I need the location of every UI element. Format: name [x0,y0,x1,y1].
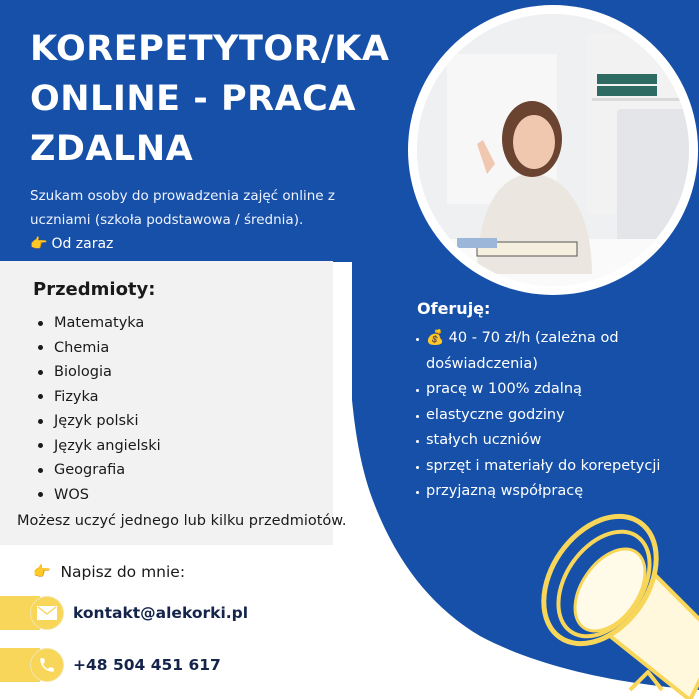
pointing-hand-icon: 👉 [33,564,51,580]
bullet [38,468,43,473]
email-link[interactable]: kontakt@alekorki.pl [73,604,249,622]
bullet [416,491,419,494]
subjects-title: Przedmioty: [33,279,156,300]
list-item: Fizyka [38,385,161,410]
list-item: Biologia [38,360,161,385]
start-label: Od zaraz [51,236,114,252]
offer-title: Oferuję: [417,299,491,318]
title-line-2: ONLINE - PRACA [30,79,356,119]
list-item: Język angielski [38,434,161,459]
list-item: sprzęt i materiały do korepetycji [416,454,696,480]
photo-frame [408,5,698,295]
title-line-1: KOREPETYTOR/KA [30,29,390,69]
start-date [30,236,113,252]
list-item: Geografia [38,458,161,483]
bullet [416,338,419,341]
subjects-note: Możesz uczyć jednego lub kilku przedmiotów. [17,513,347,529]
money-bag-icon: 💰 [426,330,445,346]
list-item: Chemia [38,336,161,361]
email-row[interactable] [0,596,248,630]
title-line-3: ZDALNA [30,129,194,169]
phone-link[interactable]: +48 504 451 617 [73,656,221,674]
list-item: przyjazną współpracę [416,479,696,505]
phone-row[interactable] [0,648,221,682]
contact-heading: 👉 Napisz do mnie: [33,563,186,581]
intro-text: Szukam osoby do prowadzenia zajęć online z uczniami (szkoła podstawowa / średnia). [30,188,335,228]
bullet [416,466,419,469]
phone-icon [30,648,64,682]
list-item: WOS [38,483,161,508]
list-item: elastyczne godziny [416,403,696,429]
pointing-hand-icon: 👉 [30,236,48,252]
subjects-list [38,311,161,507]
bullet [416,389,419,392]
list-item: Matematyka [38,311,161,336]
list-item: pracę w 100% zdalną [416,377,696,403]
bullet [416,440,419,443]
bullet [38,345,43,350]
bullet [38,492,43,497]
bullet [38,394,43,399]
bullet [416,415,419,418]
offer-list [416,326,696,505]
photo-woman-at-desk [417,14,689,286]
list-item: stałych uczniów [416,428,696,454]
bullet [38,443,43,448]
page-title [30,24,410,174]
bullet [38,419,43,424]
bullet [38,370,43,375]
bullet [38,321,43,326]
envelope-icon [30,596,64,630]
list-item: 💰 40 - 70 zł/h (zależna od doświadczenia) [416,326,696,377]
photo-illustration [417,14,689,286]
list-item: Język polski [38,409,161,434]
